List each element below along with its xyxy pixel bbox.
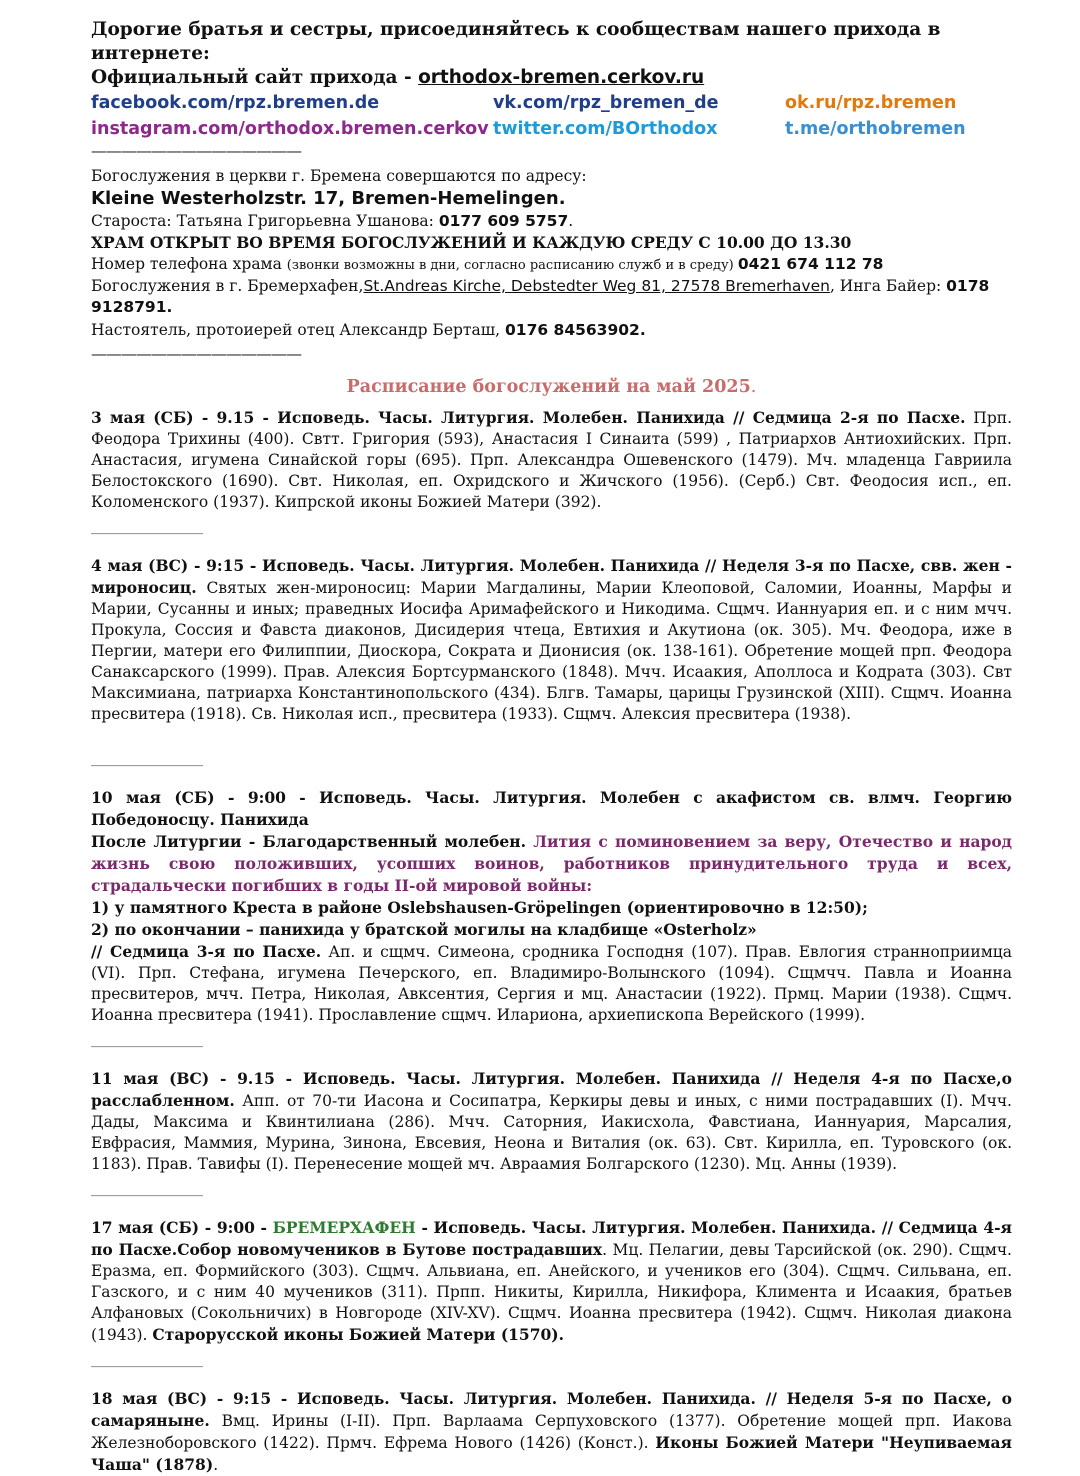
vk-link[interactable]: vk.com/rpz_bremen_de: [493, 93, 719, 113]
entry-may-4: 4 мая (ВС) - 9:15 - Исповедь. Часы. Литургия. Молебен. Панихида // Неделя 3-я по Пасхе, свв. жен - мироносиц. Святых жен-мироносиц: Марии Магдалины, Марии Клеоповой, Саломии, Иоанны, Марфы и Марии, Сусанны и иных; праведных Иосифа Аримафейского и Никодима. Сщмч. Ианнуария еп. и с ним мчч. Прокула, Соссия и Фавста диаконов, Дисидерия чтеца, Евтихия и Акутиона (ок. 305). Мч. Феодора, иже в Пергии, матери его Филиппии, Диоскора, Сократа и Дионисия (ок. 138-161). Обретение мощей прп. Феодора Санаксарского (1999). Прав. Алексия Бортсурманского (1848). Мчч. Исаакия, Аполлоса и Кодрата (303). Свт Максимиана, патриарха Константинопольского (434). Блгв. Тамары, царицы Грузинской (XIII). Сщмч. Иоанна пресвитера (1918). Св. Николая исп., пресвитера (1933). Сщмч. Алексия пресвитера (1938).: [91, 556, 1012, 723]
entry-may-10: 10 мая (СБ) - 9:00 - Исповедь. Часы. Литургия. Молебен с акафистом св. влмч. Георгию Победоносцу. Панихида После Литургии - Благодарственный молебен. Лития с поминовением за веру, Отечество и народ жизнь свою положивших, усопших воинов, работников принудительного труда и всех, страдальчески погибших в годы II-ой мировой войны: 1) у памятного Креста в районе Oslebshausen-Gröpelingen (ориентировочно в 12:50); 2) по окончании – панихида у братской могилы на кладбище «Osterholz» // Седмица 3-я по Пасхе. Ап. и сщмч. Симеона, сродника Господня (107). Прав. Евлогия странноприимца (VI). Прп. Стефана, игумена Печерского, еп. Владимиро-Волынского (1094). Сщмчч. Павла и Иоанна пресвитеров, мчч. Петра, Николая, Авксентия, Сергия и мц. Анастасии (1922). Прмц. Марии (1938). Сщмч. Иоанна пресвитера (1941). Прославление сщмч. Илариона, архиепископа Верейского (1999).: [91, 788, 1012, 1024]
social-row-2: [91, 116, 1012, 142]
opening-hours: ХРАМ ОТКРЫТ ВО ВРЕМЯ БОГОСЛУЖЕНИЙ И КАЖДУЮ СРЕДУ С 10.00 ДО 13.30: [91, 233, 852, 252]
entry-may-11: 11 мая (ВС) - 9.15 - Исповедь. Часы. Литургия. Молебен. Панихида // Неделя 4-я по Пасхе,о расслабленном. Апп. от 70-ти Иасона и Сосипатра, Керкиры девы и иных, с ними пострадавших (I). Мчч. Дады, Максима и Квинтилиана (286). Мчч. Саторния, Иакисхола, Фавстиана, Ианнуария, Марсалия, Евфрасия, Маммия, Мурина, Зинона, Евсевия, Неона и Виталия (ок. 63). Свт. Кирилла, еп. Туровского (ок. 1183). Прав. Тавифы (I). Перенесение мощей мч. Авраамия Болгарского (1230). Мц. Анны (1939).: [91, 1069, 1012, 1173]
litiya-text: Лития с поминовением за веру, Отечество и народ жизнь свою положивших, усопших воинов, работников принудительного труда и всех, страдальчески погибших в годы II-ой мировой войны:: [91, 832, 1012, 895]
header-site-line: [91, 66, 1012, 90]
bremerhaven-line: Богослужения в г. Бремерхафен,St.Andreas Kirche, Debstedter Weg 81, 27578 Bremerhaven, Инга Байер: 0178 9128791.: [91, 277, 990, 316]
site-link[interactable]: orthodox-bremen.cerkov.ru: [418, 67, 705, 88]
separator: ________________: [91, 1352, 203, 1368]
rector-phone: 0176 84563902.: [505, 321, 646, 339]
ok-link[interactable]: ok.ru/rpz.bremen: [785, 93, 957, 113]
social-row-1: [91, 90, 1012, 116]
church-phone: 0421 674 112 78: [737, 255, 884, 273]
services-address-label: Богослужения в церкви г. Бремена совершаются по адресу:: [91, 167, 587, 185]
bremerhaven-address: St.Andreas Kirche, Debstedter Weg 81, 27578 Bremerhaven: [363, 277, 830, 295]
warden-phone: 0177 609 5757: [438, 212, 569, 230]
schedule-title: Расписание богослужений на май 2025.: [346, 377, 757, 397]
facebook-link[interactable]: facebook.com/rpz.bremen.de: [91, 93, 380, 113]
rector-line: Настоятель, протоиерей отец Александр Берташ, 0176 84563902.: [91, 321, 646, 339]
phone-line: Номер телефона храма (звонки возможны в дни, согласно расписанию служб и в среду) 0421 674 112 78: [91, 255, 884, 273]
warden-line: Староста: Татьяна Григорьевна Ушанова: 0177 609 5757.: [91, 212, 574, 230]
instagram-link[interactable]: instagram.com/orthodox.bremen.cerkov: [91, 119, 489, 139]
rule-bottom: ——————————————: [91, 344, 301, 363]
entry-may-17: 17 мая (СБ) - 9:00 - БРЕМЕРХАФЕН - Исповедь. Часы. Литургия. Молебен. Панихида. // Седмица 4-я по Пасхе.Собор новомучеников в Бутове пострадавших. Мц. Пелагии, девы Тарсийской (ок. 290). Сщмч. Еразма, еп. Формийского (303). Сщмч. Альвиана, еп. Анейского, и учеников его (304). Сщмч. Сильвана, еп. Газского, и с ним 40 мучеников (311). Прпп. Никиты, Кирилла, Никифора, Климента и Исаакия, братьев Алфановых (Сокольничих) в Новгороде (XIV-XV). Сщмч. Иоанна пресвитера (1942). Сщмч. Николая диакона (1943). Старорусской иконы Божией Матери (1570).: [91, 1218, 1012, 1344]
site-label: Официальный сайт прихода -: [91, 67, 419, 88]
separator: ________________: [91, 1181, 203, 1197]
bremerhaven-label: БРЕМЕРХАФЕН: [272, 1218, 416, 1237]
header-intro: Дорогие братья и сестры, присоединяйтесь к сообществам нашего прихода в интернете:: [91, 19, 941, 64]
bremerhaven-phone: 0178 9128791.: [91, 277, 990, 316]
telegram-link[interactable]: t.me/orthobremen: [785, 119, 966, 139]
rule-top: ——————————————: [91, 141, 301, 160]
twitter-link[interactable]: twitter.com/BOrthodox: [493, 119, 718, 139]
separator: ________________: [91, 1032, 203, 1048]
church-address: Kleine Westerholzstr. 17, Bremen-Hemelingen.: [91, 188, 566, 209]
entry-may-18: 18 мая (ВС) - 9:15 - Исповедь. Часы. Литургия. Молебен. Панихида. // Неделя 5-я по Пасхе, о самаряныне. Вмц. Ирины (I-II). Прп. Варлаама Серпуховского (1377). Обретение мощей прп. Иакова Железноборовского (1422). Прмч. Ефрема Нового (1426) (Конст.). Иконы Божией Матери "Неупиваемая Чаша" (1878).: [91, 1389, 1012, 1474]
separator: ________________: [91, 519, 203, 535]
separator: ________________: [91, 751, 203, 767]
entry-may-3: 3 мая (СБ) - 9.15 - Исповедь. Часы. Литургия. Молебен. Панихида // Седмица 2-я по Пасхе. Прп. Феодора Трихины (400). Свтт. Григория (593), Анастасия I Синаита (599) , Патриархов Антиохийских. Прп. Анастасия, игумена Синайской горы (695). Прп. Александра Ошевенского (1479). Мч. младенца Гавриила Белостокского (1690). Свт. Николая, еп. Охридского и Жичского (1956). (Серб.) Свт. Феодосия исп., еп. Коломенского (1937). Кипрской иконы Божией Матери (392).: [91, 408, 1013, 511]
